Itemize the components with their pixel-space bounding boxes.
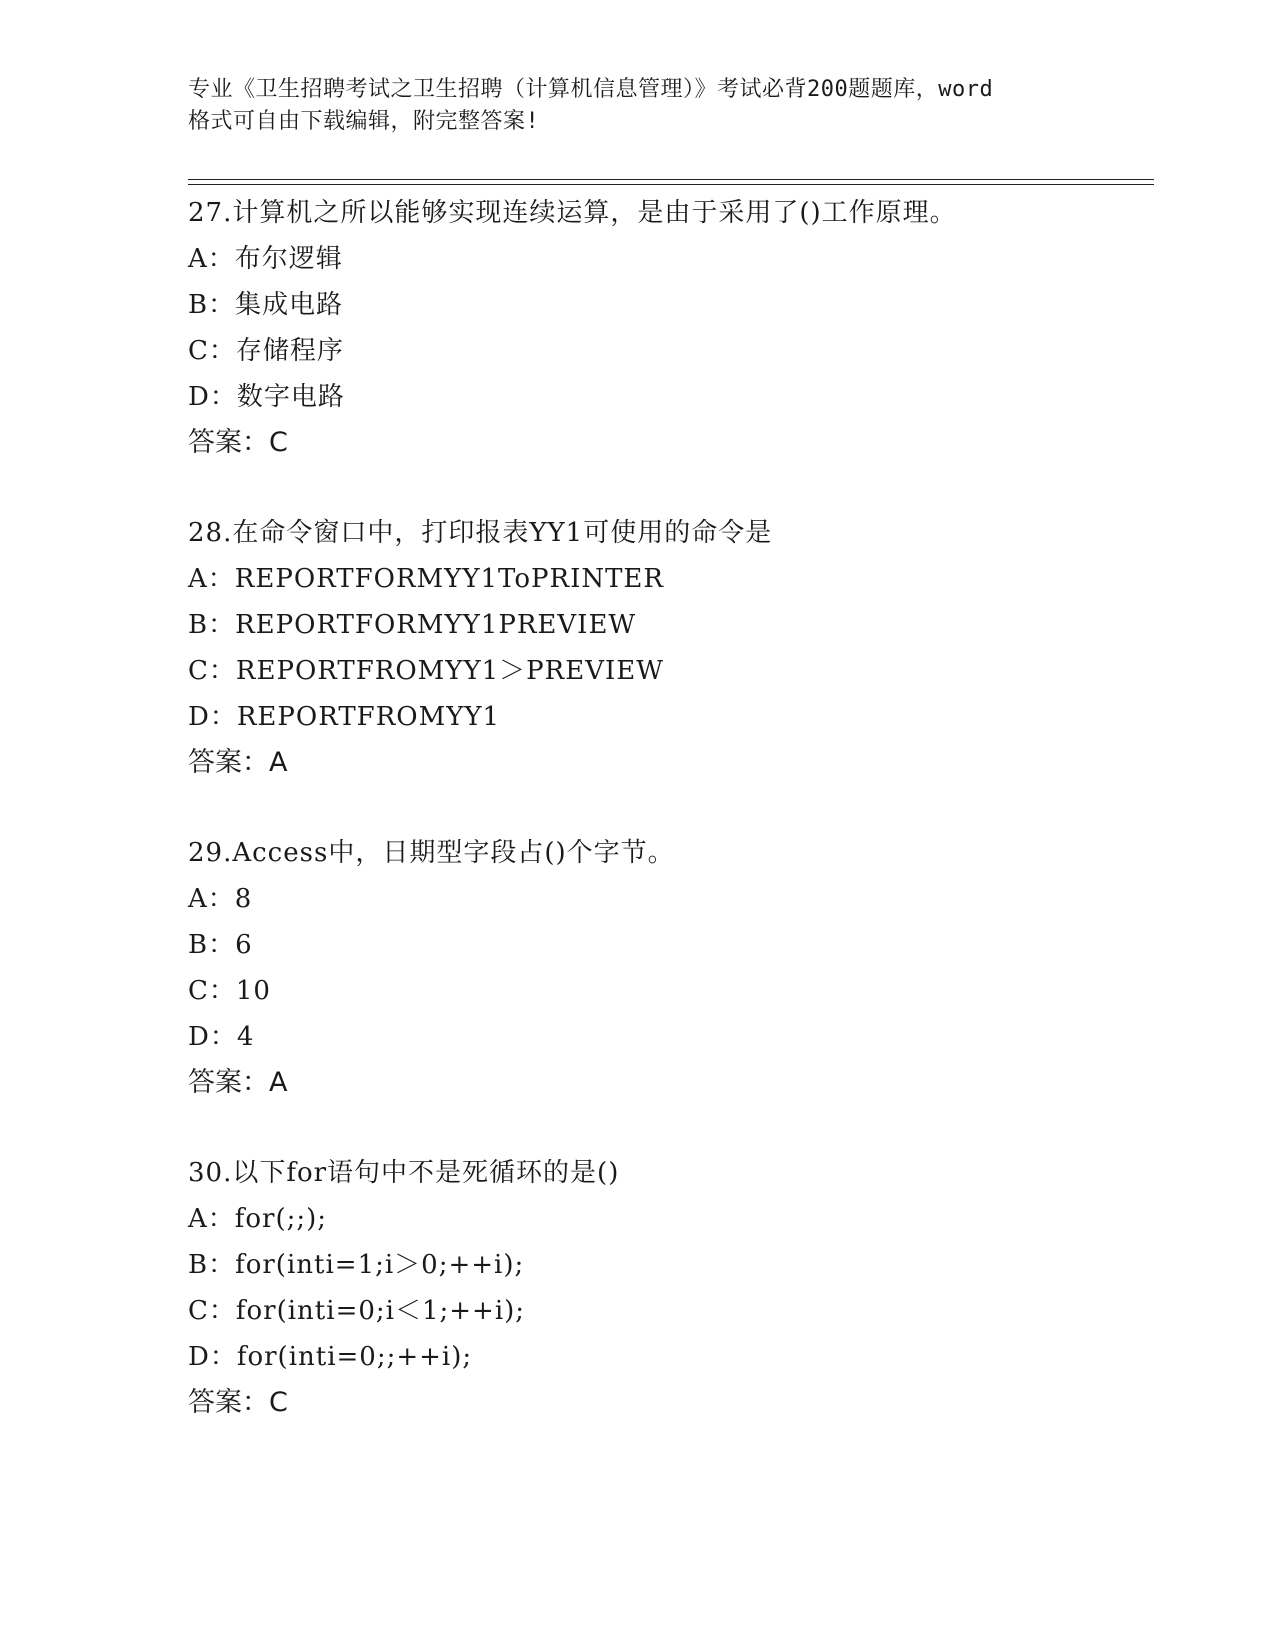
- header-divider-top: [188, 179, 1154, 180]
- option-a: A：for(;;);: [188, 1204, 328, 1234]
- option-c: C：存储程序: [188, 336, 344, 366]
- option-d: D：REPORTFROMYY1: [188, 702, 501, 732]
- question-list: [188, 190, 1154, 1470]
- header-line-1: 专业《卫生招聘考试之卫生招聘（计算机信息管理）》考试必背200题题库，word: [188, 77, 994, 102]
- question-27: [188, 190, 1154, 466]
- option-d: D：for(inti=0;;++i);: [188, 1342, 473, 1372]
- question-stem: 27.计算机之所以能够实现连续运算，是由于采用了()工作原理。: [188, 198, 957, 228]
- question-30: [188, 1150, 1154, 1426]
- question-28: [188, 510, 1154, 786]
- answer-label: 答案：C: [188, 427, 288, 458]
- question-29: [188, 830, 1154, 1106]
- option-d: D：数字电路: [188, 382, 345, 412]
- option-b: B：集成电路: [188, 290, 344, 320]
- answer-label: 答案：C: [188, 1387, 288, 1418]
- answer-label: 答案：A: [188, 747, 288, 778]
- option-d: D：4: [188, 1022, 255, 1052]
- option-c: C：for(inti=0;i＜1;++i);: [188, 1296, 526, 1326]
- option-c: C：REPORTFROMYY1＞PREVIEW: [188, 656, 664, 686]
- option-b: B：6: [188, 930, 253, 960]
- header-line-2: 格式可自由下载编辑，附完整答案!: [188, 109, 540, 134]
- question-stem: 30.以下for语句中不是死循环的是(): [188, 1158, 620, 1188]
- option-a: A：布尔逻辑: [188, 244, 343, 274]
- question-stem: 28.在命令窗口中，打印报表YY1可使用的命令是: [188, 518, 773, 548]
- option-c: C：10: [188, 976, 271, 1006]
- document-header: [188, 74, 1088, 138]
- option-b: B：REPORTFORMYY1PREVIEW: [188, 610, 637, 640]
- header-divider-bottom: [188, 184, 1154, 185]
- option-b: B：for(inti=1;i＞0;++i);: [188, 1250, 525, 1280]
- option-a: A：REPORTFORMYY1ToPRINTER: [188, 564, 664, 594]
- question-stem: 29.Access中，日期型字段占()个字节。: [188, 838, 675, 868]
- option-a: A：8: [188, 884, 253, 914]
- answer-label: 答案：A: [188, 1067, 288, 1098]
